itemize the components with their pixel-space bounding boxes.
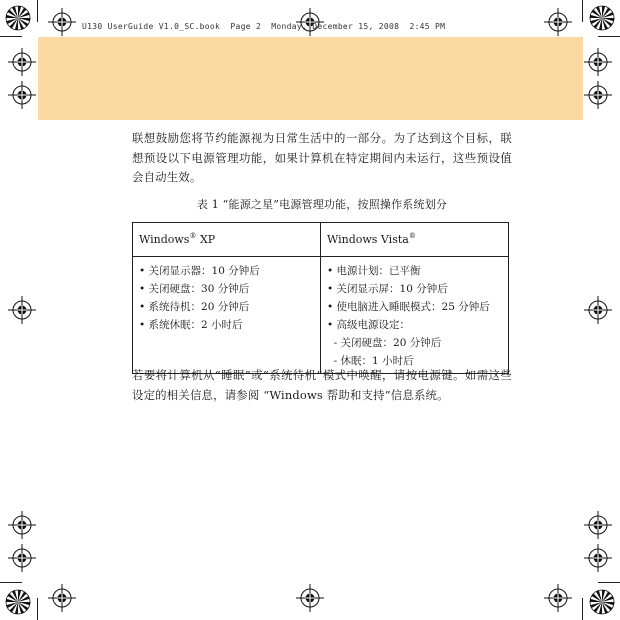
table-header-row — [133, 223, 509, 257]
registration-mark — [8, 544, 36, 572]
registration-mark — [8, 48, 36, 76]
header-windows-xp: Windows® XP — [133, 223, 321, 257]
registration-mark — [584, 511, 612, 539]
xp-setting-item: • 关闭显示器：10 分钟后 — [139, 265, 260, 277]
vista-subsetting-item: - 休眠：1 小时后 — [327, 355, 414, 367]
vista-subsetting-item: - 关闭硬盘：20 分钟后 — [327, 337, 442, 349]
registration-mark — [544, 8, 572, 36]
vista-setting-item: • 高级电源设定： — [327, 319, 411, 331]
registration-mark — [48, 8, 76, 36]
starburst-mark — [6, 590, 30, 614]
starburst-mark — [590, 590, 614, 614]
registration-mark — [544, 584, 572, 612]
vista-setting-item: • 关闭显示屏：10 分钟后 — [327, 283, 448, 295]
intro-paragraph: 联想鼓励您将节约能源视为日常生活中的一部分。为了达到这个目标，联想预设以下电源管理功能，如果计算机在特定期间内未运行，这些预设值会自动生效。 — [132, 131, 512, 184]
power-management-table — [132, 222, 509, 374]
print-slug: U130 UserGuide V1.0_SC.book Page 2 Monday, December 15, 2008 2:45 PM — [82, 22, 446, 31]
registration-mark — [584, 81, 612, 109]
registration-mark — [8, 81, 36, 109]
starburst-mark — [6, 6, 30, 30]
registration-mark — [584, 296, 612, 324]
vista-setting-item: • 使电脑进入睡眠模式：25 分钟后 — [327, 301, 490, 313]
vista-setting-item: • 电源计划：已平衡 — [327, 265, 421, 277]
xp-setting-item: • 系统休眠：2 小时后 — [139, 319, 243, 331]
header-band — [38, 37, 583, 120]
table-caption: 表 1 “能源之星”电源管理功能，按照操作系统划分 — [196, 198, 448, 211]
registration-mark — [296, 584, 324, 612]
xp-setting-item: • 关闭硬盘：30 分钟后 — [139, 283, 250, 295]
registration-mark — [48, 584, 76, 612]
header-windows-vista: Windows Vista® — [321, 223, 509, 257]
starburst-mark — [590, 6, 614, 30]
registration-mark — [584, 48, 612, 76]
table-body-row — [133, 257, 509, 374]
xp-settings-cell — [133, 257, 321, 374]
registration-mark — [8, 296, 36, 324]
xp-setting-item: • 系统待机：20 分钟后 — [139, 301, 250, 313]
registration-mark — [584, 544, 612, 572]
closing-paragraph: 若要将计算机从“睡眠”或“系统待机”模式中唤醒，请按电源键。如需这些设定的相关信息，请参阅 “Windows 帮助和支持”信息系统。 — [132, 368, 512, 402]
vista-settings-cell — [321, 257, 509, 374]
registration-mark — [8, 511, 36, 539]
